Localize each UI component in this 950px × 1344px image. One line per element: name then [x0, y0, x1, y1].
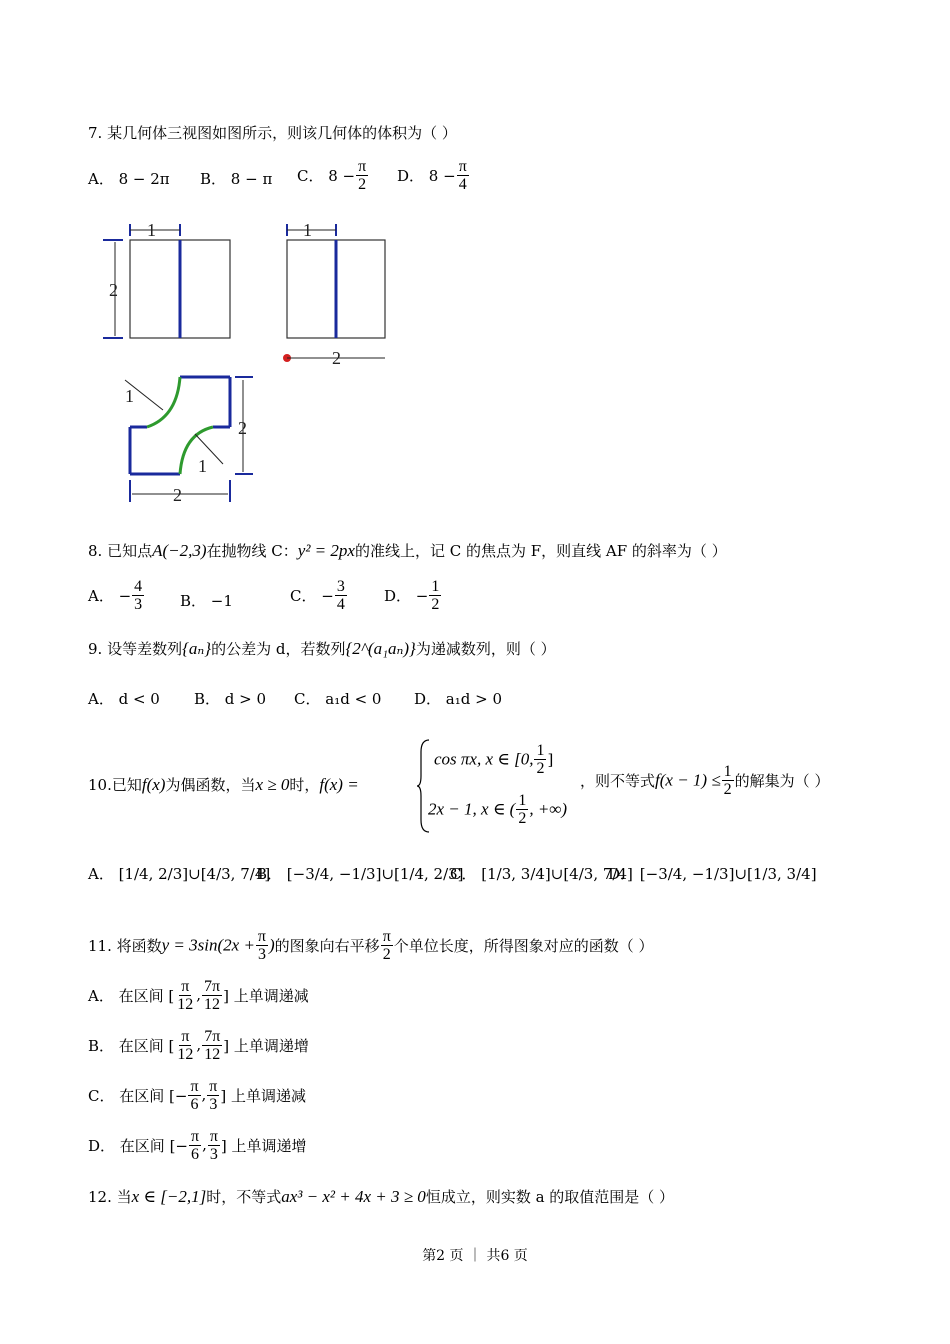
piecewise-case-2: 2x − 1, x ∈ ( $\frac{1}{2}$ , +∞)	[428, 792, 568, 827]
q10-stem-start: 10.已知f(x)为偶函数，当x ≥ 0时，f(x) =	[88, 775, 359, 794]
q10-option-a: A． [1/4, 2/3]∪[4/3, 7/4]	[88, 865, 271, 883]
q10-option-b: B． [−3/4, −1/3]∪[1/4, 2/3]	[256, 865, 464, 883]
front-view	[103, 220, 230, 338]
q10-option-c: C． [1/3, 3/4]∪[4/3, 7/4]	[450, 865, 633, 883]
q8-option-d: D． − $\frac{1}{2}$	[384, 578, 440, 613]
svg-text:1: 1	[198, 456, 207, 476]
svg-text:1: 1	[147, 220, 156, 240]
q11-option-d: D． 在区间 [− $\frac{\pi}{6}$ , $\frac{\pi}{3}$ ] 上单调递增	[88, 1128, 307, 1163]
q10-option-d: D． [−3/4, −1/3]∪[1/3, 3/4]	[608, 865, 817, 883]
svg-text:2: 2	[332, 348, 341, 368]
svg-text:1: 1	[125, 386, 134, 406]
q7-option-d: D． 8 − $\frac{\pi}{4}$	[397, 158, 467, 193]
svg-text:1: 1	[303, 220, 312, 240]
q9-option-c: C． a₁d < 0	[294, 690, 382, 708]
page-footer: 第2 页 ｜ 共6 页	[422, 1248, 528, 1264]
q7-stem: 7. 某几何体三视图如图所示，则该几何体的体积为（ ）	[88, 124, 457, 142]
q7-option-a: A． 8 − 2π	[88, 170, 170, 188]
q11-stem: 11. 将函数y = 3sin(2x + $\frac{\pi}{3}$ )的图象向右平移 $\frac{\pi}{2}$ 个单位长度，所得图象对应的函数（ ）	[88, 928, 654, 963]
q12-stem: 12. 当x ∈ [−2,1]时，不等式ax³ − x² + 4x + 3 ≥ 0恒成立，则实数 a 的取值范围是（ ）	[88, 1187, 675, 1206]
q9-option-d: D． a₁d > 0	[414, 690, 503, 708]
q10-stem-end: ，则不等式f(x − 1) ≤ $\frac{1}{2}$ 的解集为（ ）	[580, 763, 830, 798]
q7-option-c: C． 8 − $\frac{\pi}{2}$	[297, 158, 367, 193]
q8-option-b: B． −1	[180, 592, 233, 610]
three-view-figure	[95, 212, 395, 512]
q11-option-c: C． 在区间 [− $\frac{\pi}{6}$ , $\frac{\pi}{3}$ ] 上单调递减	[88, 1078, 306, 1113]
q8-stem: 8. 已知点A(−2,3)在抛物线 C：y² = 2px的准线上，记 C 的焦点为 F，则直线 AF 的斜率为（ ）	[88, 541, 727, 560]
side-view	[283, 220, 385, 368]
piecewise-case-1: cos πx, x ∈ [0, $\frac{1}{2}$ ]	[434, 742, 554, 777]
q8-option-a: A． − $\frac{4}{3}$	[88, 578, 143, 613]
q11-option-b: B． 在区间 [ $\frac{\pi}{12}$ , $\frac{7\pi}{12}$ ] 上单调递增	[88, 1028, 309, 1063]
svg-text:2: 2	[238, 418, 247, 438]
q11-option-a: A． 在区间 [ $\frac{\pi}{12}$ , $\frac{7\pi}{12}$ ] 上单调递减	[88, 978, 309, 1013]
q7-option-b: B． 8 − π	[200, 170, 273, 188]
svg-text:2: 2	[109, 280, 118, 300]
top-view	[125, 377, 253, 505]
svg-text:2: 2	[173, 485, 182, 505]
q9-option-b: B． d > 0	[194, 690, 267, 708]
q8-option-c: C． − $\frac{3}{4}$	[290, 578, 345, 613]
q9-option-a: A． d < 0	[88, 690, 160, 708]
q9-stem: 9. 设等差数列{aₙ}的公差为 d，若数列{2^(a₁aₙ)}为递减数列，则（ ）	[88, 639, 556, 658]
